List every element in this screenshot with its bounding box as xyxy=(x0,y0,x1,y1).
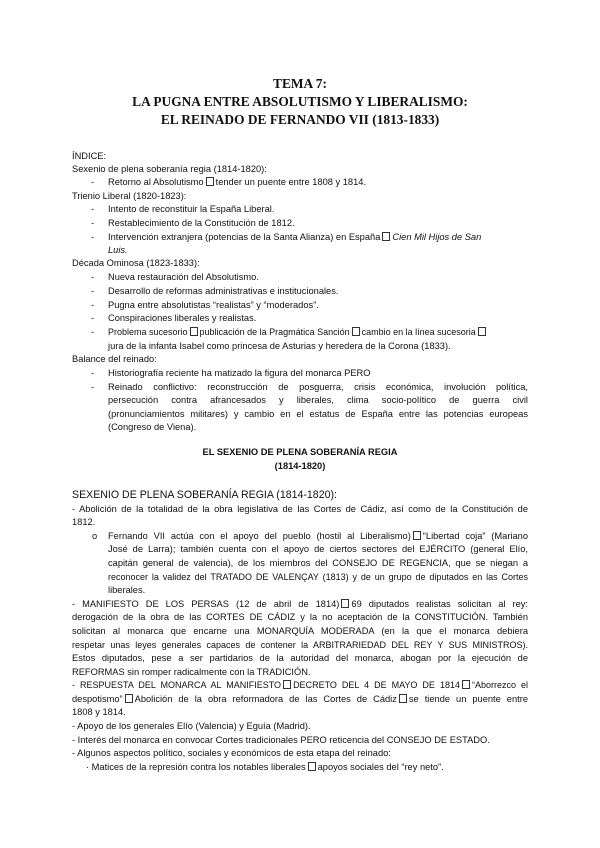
index-trienio-item-2: Restablecimiento de la Constitución de 1812. xyxy=(108,218,295,228)
index-decada-item-5: Problema sucesorio publicación de la Pragmática Sanción cambio en la línea sucesoria xyxy=(108,326,488,339)
index-decada: Década Ominosa (1823-1833): xyxy=(72,258,200,268)
paragraph-8: · Matices de la represión contra los notables liberales apoyos sociales del “rey neto”. xyxy=(86,762,444,772)
list-dash: - xyxy=(91,313,95,323)
index-balance-item-2-line-1: Reinado conflictivo: reconstrucción de posguerra, crisis económica, involución política, xyxy=(108,382,528,392)
list-dash: - xyxy=(91,272,95,282)
doc-title-line-1: TEMA 7: xyxy=(273,76,327,91)
arrow-glyph-icon xyxy=(462,680,470,689)
arrow-glyph-icon xyxy=(352,327,360,336)
arrow-glyph-icon xyxy=(478,327,486,336)
index-balance-item-2-line-2: persecución contra afrancesados y liberales, clima socio-político de guerra civil xyxy=(108,395,528,405)
index-decada-item-1: Nueva restauración del Absolutismo. xyxy=(108,272,259,282)
section-years: (1814-1820) xyxy=(274,461,326,471)
paragraph-2-line-2: José de Larra); también cuenta con el apoyo de ciertos sectores del EJÉRCITO (general Elío, xyxy=(108,544,528,554)
paragraph-2-line-3: capitán general de valencia), de los miembros del CONSEJO DE REGENCIA, que se niegan a xyxy=(108,558,528,568)
list-dash: - xyxy=(91,177,95,187)
paragraph-4-line-1: - RESPUESTA DEL MONARCA AL MANIFIESTO DECRETO DEL 4 DE MAYO DE 1814 “Aborrezco el xyxy=(72,680,528,690)
paragraph-7: - Algunos aspectos político, sociales y económicos de esta etapa del reinado: xyxy=(72,748,391,758)
list-dash: - xyxy=(91,232,95,242)
list-dash: - xyxy=(91,368,95,378)
index-trienio-item-3: Intervención extranjera (potencias de la Santa Alianza) en España Cien Mil Hijos de San xyxy=(108,232,482,242)
arrow-glyph-icon xyxy=(399,694,407,703)
paragraph-4-line-3: 1808 y 1814. xyxy=(72,707,126,717)
index-balance-item-1: Historiografía reciente ha matizado la figura del monarca PERO xyxy=(108,368,371,378)
list-dash: - xyxy=(91,218,95,228)
index-sexenio-item-1: Retorno al Absolutismo tender un puente entre 1808 y 1814. xyxy=(108,177,367,187)
list-dash: - xyxy=(91,204,95,214)
index-trienio-item-1: Intento de reconstituir la España Liberal. xyxy=(108,204,275,214)
arrow-glyph-icon xyxy=(125,694,133,703)
arrow-glyph-icon xyxy=(413,531,421,540)
index-decada-item-5-cont: jura de la infanta Isabel como princesa de Asturias y heredera de la Corona (1833). xyxy=(108,341,451,351)
paragraph-6: - Interés del monarca en convocar Cortes tradicionales PERO reticencia del CONSEJO DE ESTADO. xyxy=(72,735,490,745)
index-trienio: Trienio Liberal (1820-1823): xyxy=(72,191,187,201)
index-balance-item-2-line-3: (pronunciamientos militares) y cambio en el estatus de España entre las potencias europeas xyxy=(108,409,528,419)
paragraph-5: - Apoyo de los generales Elío (Valencia) y Eguía (Madrid). xyxy=(72,721,311,731)
paragraph-1-line-1: - Abolición de la totalidad de la obra legislativa de las Cortes de Cádiz, así como de la Constitución de xyxy=(72,504,528,514)
list-dash: - xyxy=(91,286,95,296)
arrow-glyph-icon xyxy=(190,327,198,336)
index-balance-item-2-line-4: (Congreso de Viena). xyxy=(108,422,197,432)
index-trienio-item-3-cont: Luis. xyxy=(108,245,128,255)
paragraph-2-line-1: Fernando VII actúa con el apoyo del pueblo (hostil al Liberalismo) “Libertad coja” (Mariano xyxy=(108,531,528,541)
doc-title-line-3: EL REINADO DE FERNANDO VII (1813-1833) xyxy=(160,112,440,127)
paragraph-1-line-2: 1812. xyxy=(72,517,96,527)
paragraph-2-line-5: liberales. xyxy=(108,585,146,595)
index-balance: Balance del reinado: xyxy=(72,354,157,364)
doc-title-line-2: LA PUGNA ENTRE ABSOLUTISMO Y LIBERALISMO: xyxy=(132,94,468,109)
arrow-glyph-icon xyxy=(341,599,349,608)
sub-bullet: o xyxy=(92,531,98,541)
paragraph-3-line-2: derogación de la obra de las CORTES DE CÁDIZ y la no aceptación de la CONSTITUCIÓN. También xyxy=(72,612,528,622)
section-subheading: SEXENIO DE PLENA SOBERANÍA REGIA (1814-1820): xyxy=(72,489,337,501)
section-heading: EL SEXENIO DE PLENA SOBERANÍA REGIA xyxy=(202,447,398,457)
paragraph-3-line-5: Estos diputados, pese a ser partidarios de la autoridad del monarca, abogan por la ejecución de xyxy=(72,653,528,663)
paragraph-3-line-6: REFORMAS sin romper radicalmente con la TRADICIÓN. xyxy=(72,667,311,677)
index-heading: ÍNDICE: xyxy=(72,151,107,161)
paragraph-4-line-2: despotismo” Abolición de la obra reformadora de las Cortes de Cádiz se tiende un puente entre xyxy=(72,694,528,704)
list-dash: - xyxy=(91,327,95,337)
paragraph-3-line-1: - MANIFIESTO DE LOS PERSAS (12 de abril de 1814) 69 diputados realistas solicitan al rey: xyxy=(72,599,529,609)
paragraph-3-line-4: respetar unas leyes generales capaces de contener la ARBITRARIEDAD DEL REY Y SUS MINISTROS). xyxy=(72,640,528,650)
arrow-glyph-icon xyxy=(308,762,316,771)
index-decada-item-4: Conspiraciones liberales y realistas. xyxy=(108,313,257,323)
index-sexenio: Sexenio de plena soberanía regia (1814-1820): xyxy=(72,164,267,174)
list-dash: - xyxy=(91,382,95,392)
arrow-glyph-icon xyxy=(206,177,214,186)
index-decada-item-2: Desarrollo de reformas administrativas e institucionales. xyxy=(108,286,339,296)
arrow-glyph-icon xyxy=(382,232,390,241)
list-dash: - xyxy=(91,300,95,310)
paragraph-2-line-4: reconocer la validez del TRATADO DE VALENÇAY (1813) y de un grupo de diputados en las Cortes xyxy=(108,572,528,582)
arrow-glyph-icon xyxy=(283,680,291,689)
paragraph-3-line-3: solicitan al monarca que encarne una MONARQUÍA MODERADA (en la que el monarca debiera xyxy=(72,626,528,636)
index-decada-item-3: Pugna entre absolutistas “realistas” y “moderados”. xyxy=(108,300,319,310)
